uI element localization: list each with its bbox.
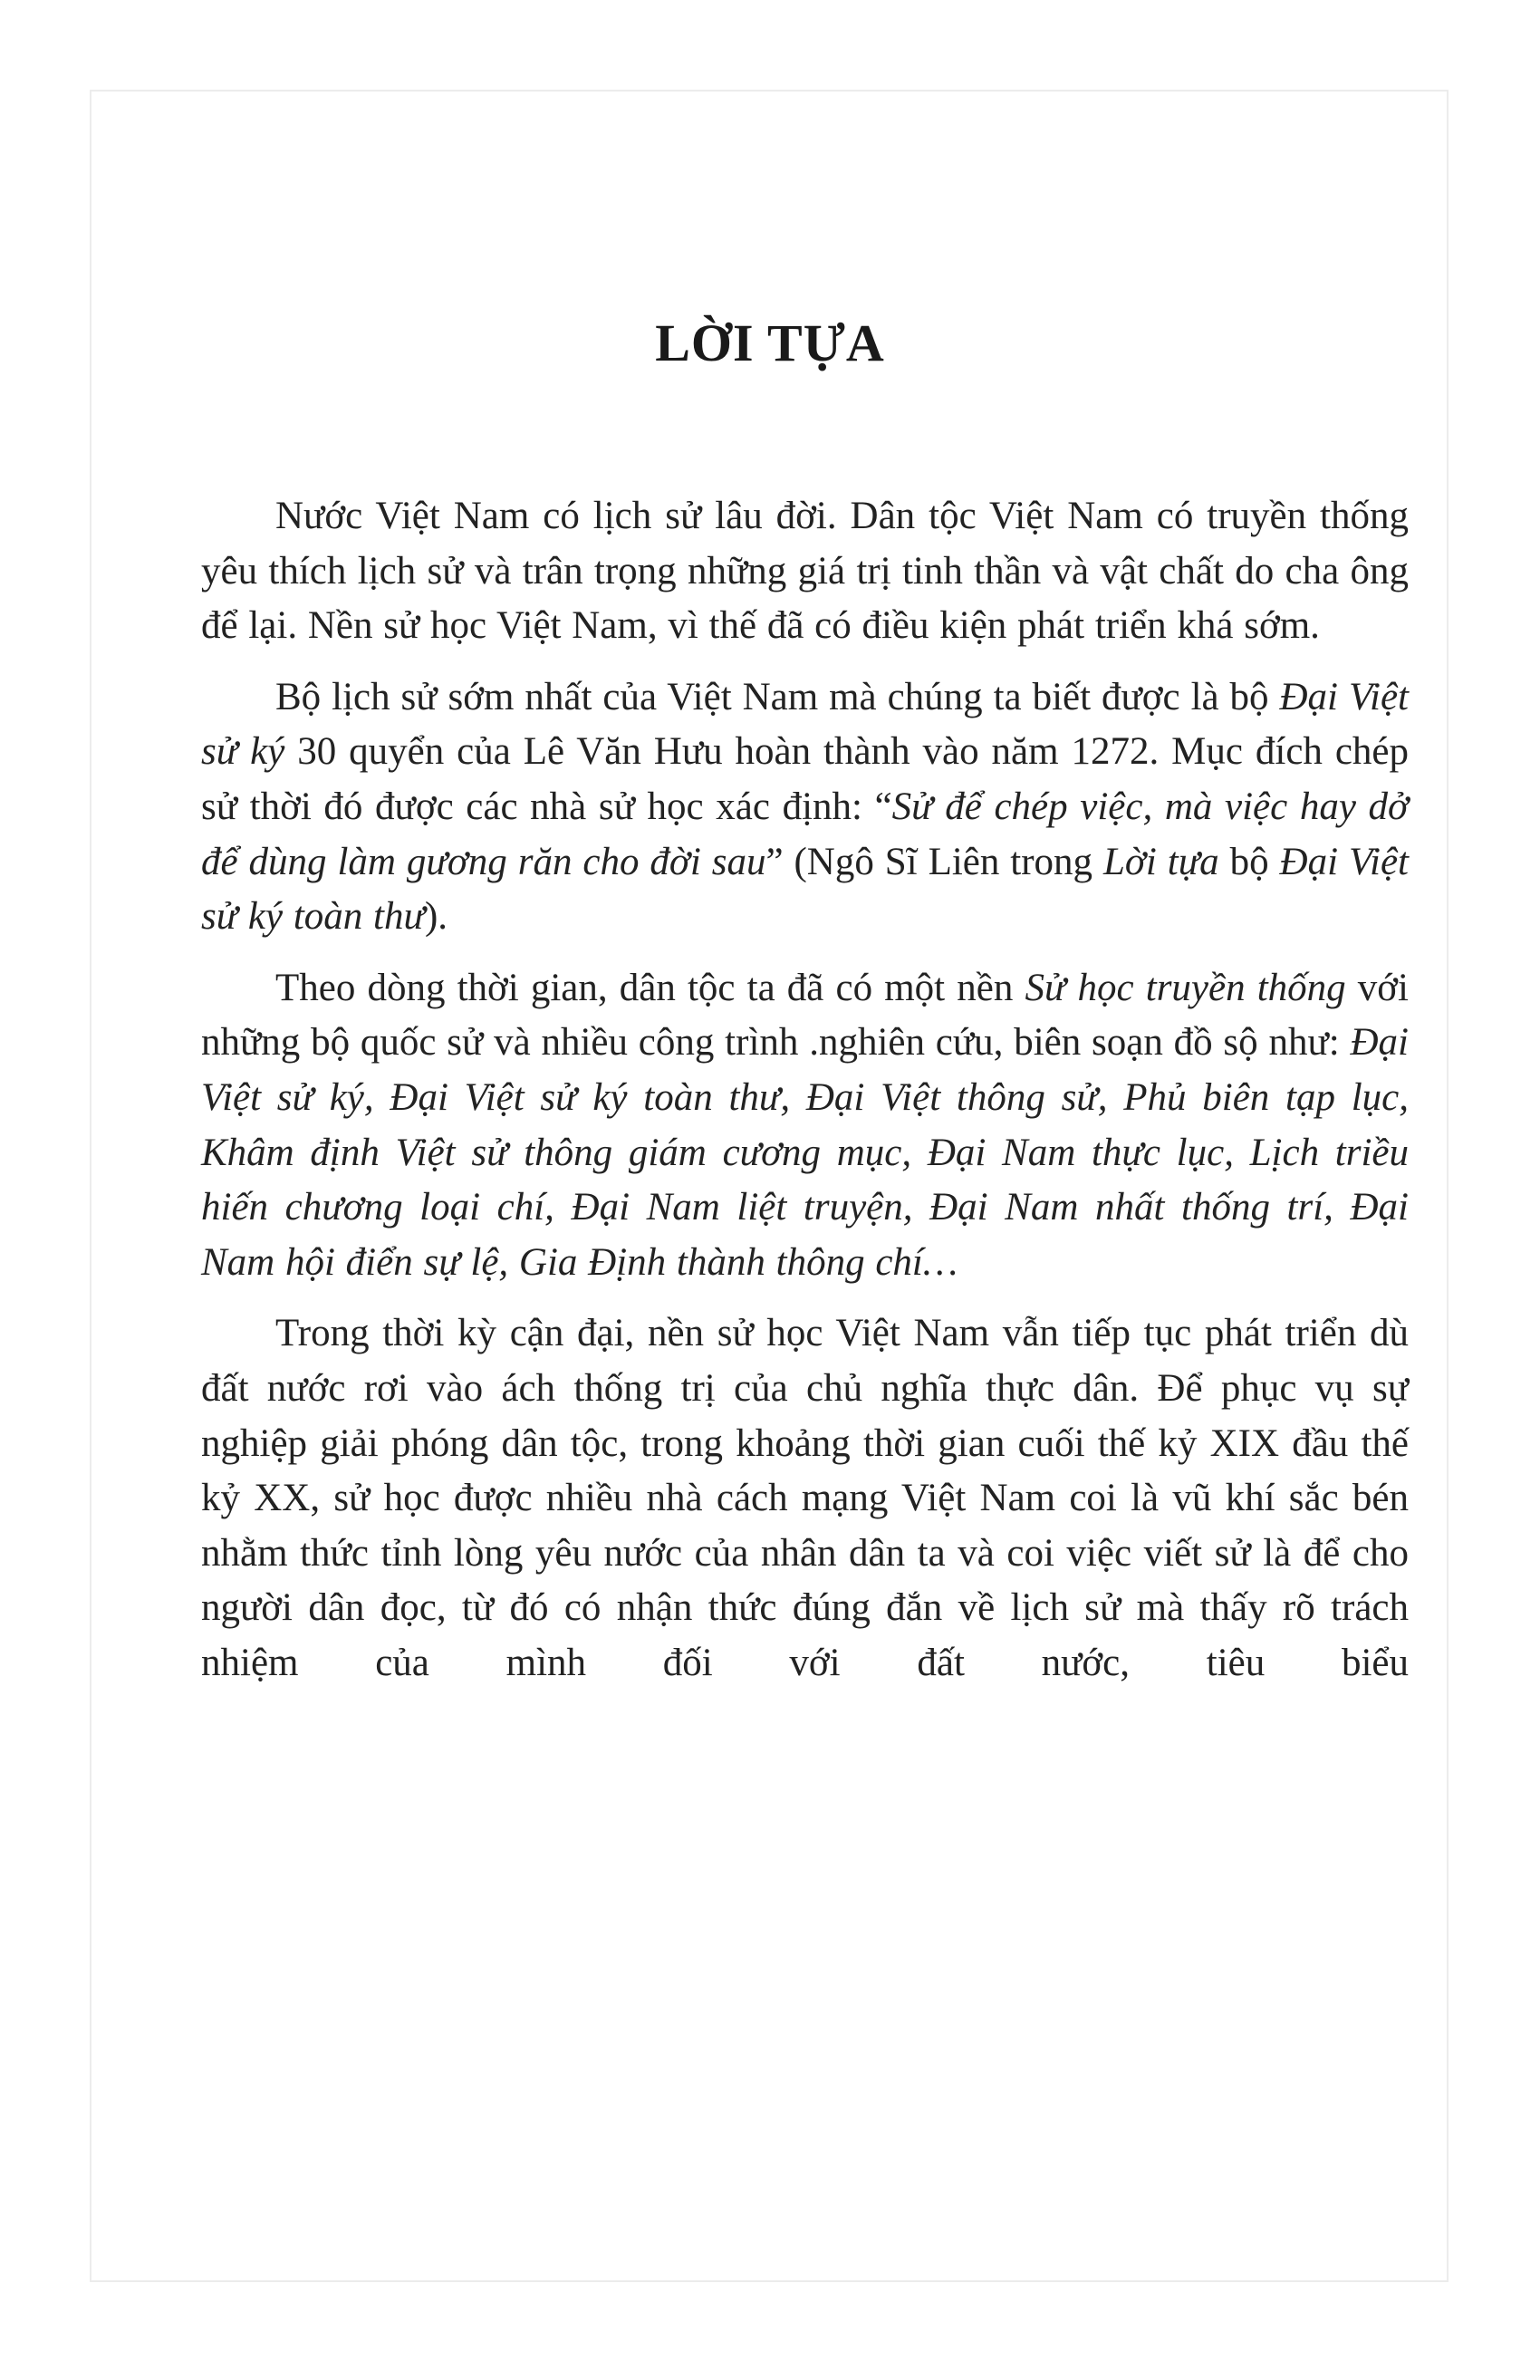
paragraph-2 <box>201 670 1409 945</box>
p2-italic-complete-book: Đại Việt sử ký toàn thư <box>201 840 1409 939</box>
p2-text-5: ). <box>424 895 448 939</box>
p3-text-2: với những bộ quốc sử và nhiều công trình .nghiên cứu, biên soạn đồ sộ như: <box>201 966 1409 1065</box>
paragraph-4: Trong thời kỳ cận đại, nền sử học Việt Nam vẫn tiếp tục phát triển dù đất nước rơi vào ách thống trị của chủ nghĩa thực dân. Để phục vụ sự nghiệp giải phóng dân tộc, trong khoảng thời gian cuối thế kỷ XIX đầu thế kỷ XX, sử học được nhiều nhà cách mạng Việt Nam coi là vũ khí sắc bén nhằm thức tỉnh lòng yêu nước của nhân dân ta và coi việc viết sử là để cho người dân đọc, từ đó có nhận thức đúng đắn về lịch sử mà thấy rõ trách nhiệm của mình đối với đất nước, tiêu biểu <box>201 1312 1409 1684</box>
paragraph-3 <box>201 961 1409 1291</box>
p2-italic-quote: Sử để chép việc, mà việc hay dở để dùng làm gương răn cho đời sau <box>201 785 1409 883</box>
p2-italic-preface: Lời tựa <box>1103 840 1219 883</box>
p2-text-4: bộ <box>1218 840 1280 883</box>
page-title: LỜI TỰA <box>655 313 885 372</box>
p2-italic-book-title: Đại Việt sử ký <box>201 675 1409 774</box>
preface-body <box>201 489 1409 1691</box>
p3-italic-book-list: Đại Việt sử ký, Đại Việt sử ký toàn thư, Đại Việt thông sử, Phủ biên tạp lục, Khâm định Việt sử thông giám cương mục, Đại Nam thực lục, Lịch triều hiến chương loại chí, Đại Nam liệt truyện, Đại Nam nhất thống trí, Đại Nam hội điển sự lệ, Gia Định thành thông chí… <box>201 1021 1409 1284</box>
p2-text-2: 30 quyển của Lê Văn Hưu hoàn thành vào năm 1272. Mục đích chép sử thời đó được các nhà sử học xác định: “ <box>201 730 1409 828</box>
p3-italic-tradition: Sử học truyền thống <box>1025 966 1346 1009</box>
p2-text-3: ” (Ngô Sĩ Liên trong <box>765 840 1103 883</box>
p3-text-1: Theo dòng thời gian, dân tộc ta đã có một nền <box>275 966 1025 1009</box>
paragraph-1: Nước Việt Nam có lịch sử lâu đời. Dân tộc Việt Nam có truyền thống yêu thích lịch sử và trân trọng những giá trị tinh thần và vật chất do cha ông để lại. Nền sử học Việt Nam, vì thế đã có điều kiện phát triển khá sớm. <box>201 495 1409 648</box>
p2-text-1: Bộ lịch sử sớm nhất của Việt Nam mà chúng ta biết được là bộ <box>275 675 1280 718</box>
